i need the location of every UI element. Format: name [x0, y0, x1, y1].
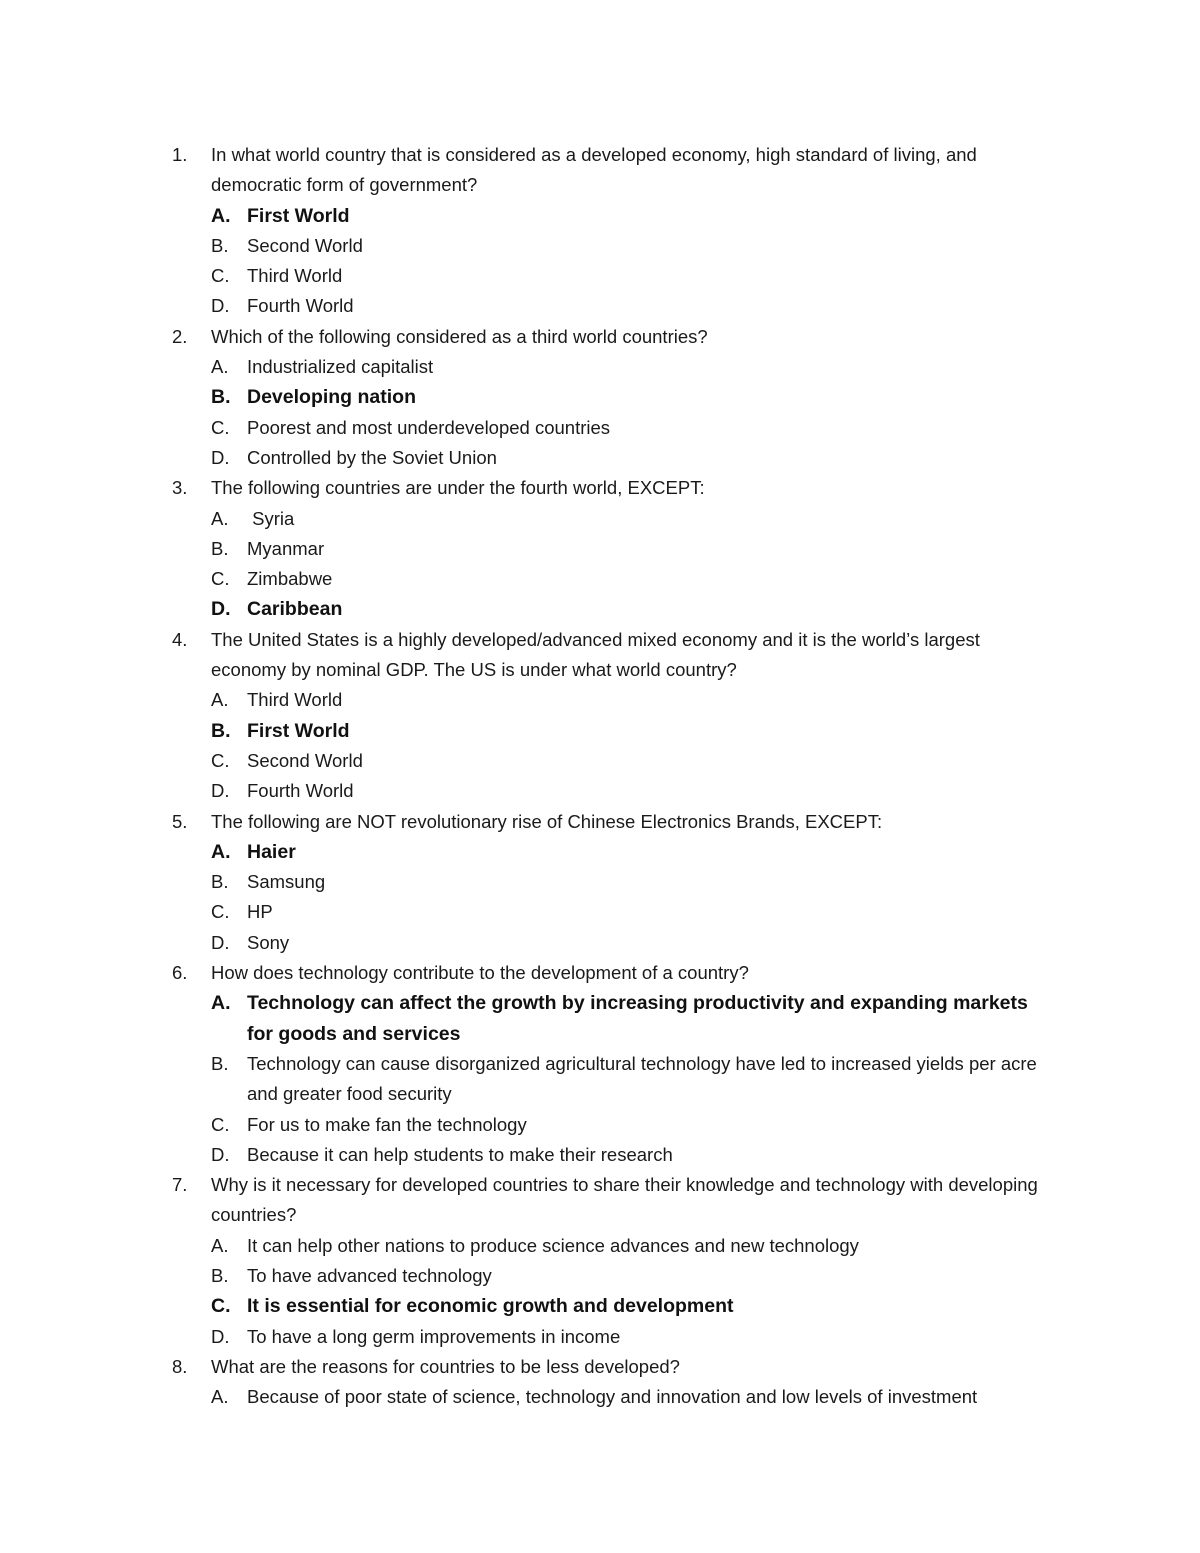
- option-text: Because of poor state of science, technology and innovation and low levels of investment: [247, 1386, 978, 1408]
- answer-option: [211, 534, 1052, 564]
- question-number: 8.: [172, 1355, 188, 1377]
- question-text: The following countries are under the fourth world, EXCEPT:: [211, 477, 705, 499]
- option-text: Myanmar: [247, 537, 325, 559]
- answer-option-correct: [211, 988, 1052, 1049]
- option-letter: D.: [211, 1325, 230, 1347]
- option-text: Third World: [247, 265, 343, 287]
- question-block: [172, 322, 1052, 473]
- answer-option: [211, 1382, 1052, 1412]
- option-letter: A.: [211, 689, 229, 711]
- answer-option: [211, 685, 1052, 715]
- option-letter: D.: [211, 446, 230, 468]
- answer-option-correct: [211, 716, 1052, 746]
- option-letter: C.: [211, 265, 230, 287]
- question-row: [172, 625, 1052, 686]
- answer-option: [211, 231, 1052, 261]
- option-text: Technology can affect the growth by increasing productivity and expanding markets for goods and services: [247, 992, 1034, 1045]
- option-text: Caribbean: [247, 598, 343, 621]
- question-block: [172, 625, 1052, 807]
- question-block: [172, 807, 1052, 958]
- option-text: Fourth World: [247, 295, 354, 317]
- option-text: To have advanced technology: [247, 1264, 492, 1286]
- option-text: Developing nation: [247, 386, 417, 409]
- question-row: [172, 1170, 1052, 1231]
- question-number: 2.: [172, 325, 188, 347]
- question-text: How does technology contribute to the development of a country?: [211, 962, 749, 984]
- option-text: Poorest and most underdeveloped countries: [247, 416, 611, 438]
- option-text: Second World: [247, 234, 363, 256]
- option-letter: B.: [211, 1264, 229, 1286]
- answer-option: [211, 1261, 1052, 1291]
- option-letter: D.: [211, 931, 230, 953]
- option-letter: A.: [211, 992, 231, 1015]
- answer-option: [211, 1049, 1052, 1110]
- answer-option: [211, 776, 1052, 806]
- question-row: [172, 140, 1052, 201]
- answer-option: [211, 897, 1052, 927]
- option-text: Haier: [247, 840, 296, 863]
- answer-option: [211, 1140, 1052, 1170]
- question-number: 6.: [172, 962, 188, 984]
- option-text: Controlled by the Soviet Union: [247, 446, 497, 468]
- option-letter: A.: [211, 840, 231, 863]
- question-text: Which of the following considered as a third world countries?: [211, 325, 708, 347]
- option-letter: C.: [211, 749, 230, 771]
- question-number: 1.: [172, 144, 188, 165]
- answer-option-correct: [211, 594, 1052, 624]
- answer-option-correct: [211, 837, 1052, 867]
- option-letter: B.: [211, 1052, 229, 1074]
- answer-option: [211, 413, 1052, 443]
- question-block: [172, 140, 1052, 322]
- option-letter: B.: [211, 871, 229, 893]
- answer-option-correct: [211, 201, 1052, 231]
- option-text: Samsung: [247, 871, 326, 893]
- question-row: [172, 1352, 1052, 1382]
- option-letter: D.: [211, 780, 230, 802]
- option-letter: C.: [211, 1113, 230, 1135]
- option-text: Technology can cause disorganized agricultural technology have led to increased yields per acre and greater food security: [247, 1052, 1042, 1105]
- answer-option-correct: [211, 382, 1052, 412]
- answer-option: [211, 564, 1052, 594]
- question-number: 7.: [172, 1174, 188, 1196]
- option-text: First World: [247, 204, 350, 227]
- option-letter: A.: [211, 1234, 229, 1256]
- option-letter: A.: [211, 204, 231, 227]
- option-letter: D.: [211, 295, 230, 317]
- answer-option: [211, 867, 1052, 897]
- question-number: 3.: [172, 477, 188, 499]
- question-block: [172, 473, 1052, 624]
- answer-option: [211, 443, 1052, 473]
- question-text: The United States is a highly developed/advanced mixed economy and it is the world’s largest economy by nominal GDP. The US is under what world country?: [211, 628, 980, 681]
- option-letter: A.: [211, 507, 229, 529]
- option-letter: A.: [211, 356, 229, 378]
- option-text: Syria: [247, 507, 295, 529]
- question-number: 5.: [172, 810, 188, 832]
- question-text: The following are NOT revolutionary rise of Chinese Electronics Brands, EXCEPT:: [211, 810, 883, 832]
- option-text: Fourth World: [247, 780, 354, 802]
- answer-option: [211, 291, 1052, 321]
- answer-option: [211, 928, 1052, 958]
- option-text: Zimbabwe: [247, 568, 333, 590]
- option-letter: D.: [211, 1143, 230, 1165]
- question-block: [172, 1352, 1052, 1413]
- option-letter: B.: [211, 234, 229, 256]
- option-text: For us to make fan the technology: [247, 1113, 527, 1135]
- answer-option: [211, 352, 1052, 382]
- question-block: [172, 958, 1052, 1170]
- quiz-question-list: [172, 140, 1052, 1412]
- question-text: Why is it necessary for developed countries to share their knowledge and technology with developing countries?: [211, 1174, 1038, 1226]
- answer-option: [211, 1110, 1052, 1140]
- option-text: Third World: [247, 689, 343, 711]
- option-text: Industrialized capitalist: [247, 356, 434, 378]
- option-letter: C.: [211, 568, 230, 590]
- answer-option: [211, 1322, 1052, 1352]
- question-row: [172, 807, 1052, 837]
- answer-option: [211, 1231, 1052, 1261]
- question-row: [172, 322, 1052, 352]
- question-row: [172, 473, 1052, 503]
- option-letter: B.: [211, 386, 231, 409]
- answer-option: [211, 746, 1052, 776]
- question-number: 4.: [172, 628, 188, 650]
- question-text: What are the reasons for countries to be less developed?: [211, 1355, 680, 1377]
- option-text: To have a long germ improvements in income: [247, 1325, 621, 1347]
- option-text: HP: [247, 901, 273, 923]
- option-letter: C.: [211, 901, 230, 923]
- option-text: Sony: [247, 931, 290, 953]
- answer-option: [211, 261, 1052, 291]
- option-text: Second World: [247, 749, 363, 771]
- option-letter: D.: [211, 598, 231, 621]
- option-text: Because it can help students to make their research: [247, 1143, 673, 1165]
- option-letter: C.: [211, 416, 230, 438]
- option-letter: B.: [211, 719, 231, 742]
- question-row: [172, 958, 1052, 988]
- question-block: [172, 1170, 1052, 1352]
- option-text: It is essential for economic growth and development: [247, 1295, 734, 1318]
- option-letter: B.: [211, 537, 229, 559]
- option-letter: A.: [211, 1386, 229, 1408]
- option-text: First World: [247, 719, 350, 742]
- option-letter: C.: [211, 1295, 231, 1318]
- question-text: In what world country that is considered as a developed economy, high standard of living, and democratic form of government?: [211, 144, 977, 196]
- answer-option: [211, 504, 1052, 534]
- answer-option-correct: [211, 1291, 1052, 1321]
- option-text: It can help other nations to produce science advances and new technology: [247, 1234, 859, 1256]
